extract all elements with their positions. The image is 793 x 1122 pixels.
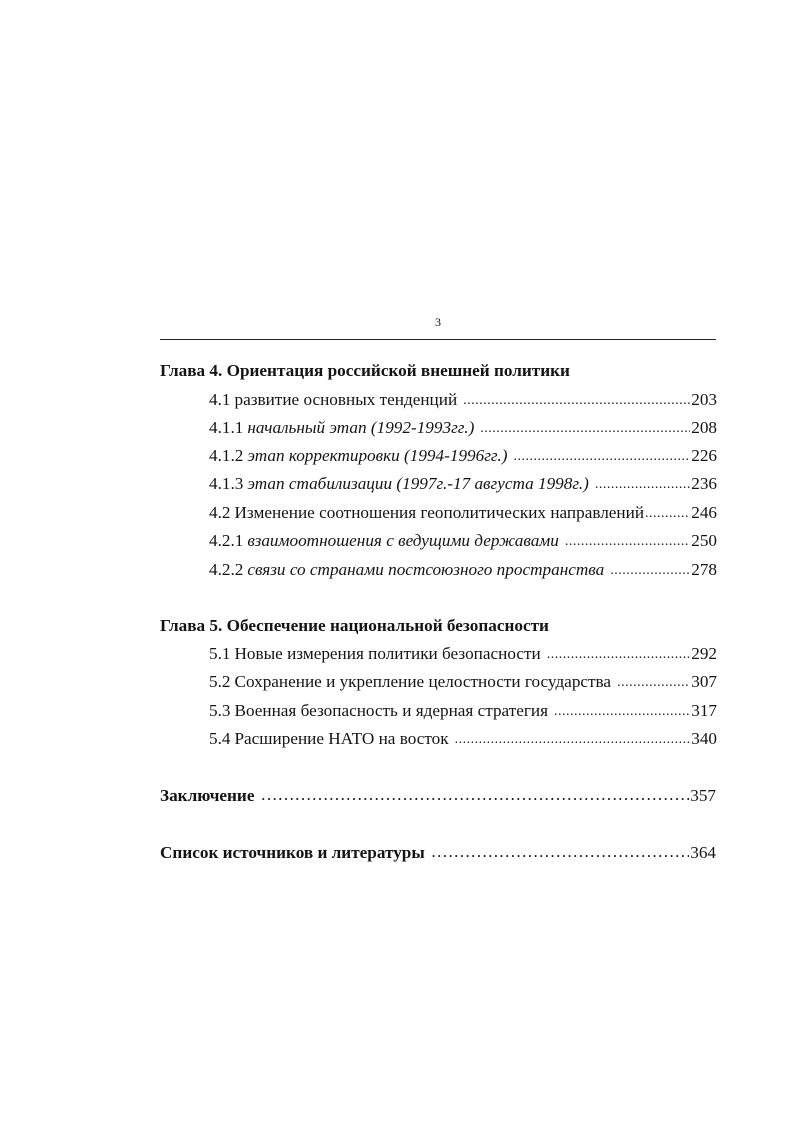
toc-entry-5-4 [209,728,717,752]
dot-leader [513,446,690,468]
bibliography-title: Список источников и литературы [160,843,425,862]
toc-entry-4-1-3 [209,473,717,497]
chapter-5-heading [160,615,630,637]
entry-page: 208 [691,418,717,437]
entry-title: взаимоотношения с ведущими державами [247,531,559,550]
entry-page: 292 [691,644,717,663]
dot-leader [595,474,690,496]
entry-number: 4.2 [209,503,231,522]
chapter-4-title: Глава 4. Ориентация российской внешней политики [160,361,570,380]
entry-number: 5.2 [209,672,231,691]
toc-entry-5-2 [209,671,717,695]
chapter-5-title: Глава 5. Обеспечение национальной безопасности [160,616,549,635]
entry-page: 250 [691,531,717,550]
toc-bibliography [160,842,716,866]
toc-entry-5-3 [209,700,717,724]
toc-entry-4-1-2 [209,445,717,469]
entry-title: начальный этап (1992-1993гг.) [247,418,475,437]
entry-page: 340 [691,729,717,748]
entry-title: Новые измерения политики безопасности [234,644,541,663]
entry-title: связи со странами постсоюзного пространства [247,560,605,579]
entry-title: Сохранение и укрепление целостности государства [234,672,612,691]
bibliography-page: 364 [690,843,716,862]
dot-leader [645,503,690,525]
entry-page: 226 [691,446,717,465]
page-number: 3 [435,315,441,329]
entry-number: 5.4 [209,729,231,748]
toc-entry-4-1 [209,389,717,413]
dot-leader [565,531,690,553]
entry-number: 5.3 [209,701,231,720]
dot-leader [617,672,690,694]
entry-page: 246 [691,503,717,522]
entry-number: 4.1 [209,390,231,409]
entry-number: 4.1.3 [209,474,244,493]
entry-title: развитие основных тенденций [234,390,458,409]
entry-title: Военная безопасность и ядерная стратегия [234,701,549,720]
entry-page: 203 [691,390,717,409]
entry-number: 4.1.2 [209,446,244,465]
dot-leader [463,390,690,412]
dot-leader [431,841,689,865]
toc-entry-4-2-2 [209,559,717,583]
toc-conclusion [160,785,716,809]
entry-number: 4.2.1 [209,531,244,550]
dot-leader [610,560,690,582]
dot-leader [480,418,690,440]
toc-entry-5-1 [209,643,717,667]
dot-leader [455,729,691,751]
dot-leader [554,701,690,723]
entry-page: 236 [691,474,717,493]
entry-number: 5.1 [209,644,231,663]
chapter-4-heading [160,360,630,382]
entry-page: 307 [691,672,717,691]
entry-page: 317 [691,701,717,720]
toc-entry-4-2 [209,502,717,526]
entry-number: 4.2.2 [209,560,244,579]
entry-title: этап стабилизации (1997г.-17 августа 1998г.) [247,474,589,493]
toc-entry-4-2-1 [209,530,717,554]
header-rule [160,339,716,340]
entry-title: этап корректировки (1994-1996гг.) [247,446,508,465]
dot-leader [547,644,691,666]
conclusion-title: Заключение [160,786,255,805]
entry-page: 278 [691,560,717,579]
entry-title: Расширение НАТО на восток [234,729,449,748]
dot-leader [260,784,689,808]
entry-number: 4.1.1 [209,418,244,437]
conclusion-page: 357 [690,786,716,805]
toc-entry-4-1-1 [209,417,717,441]
entry-title: Изменение соотношения геополитических направлений [234,503,645,522]
